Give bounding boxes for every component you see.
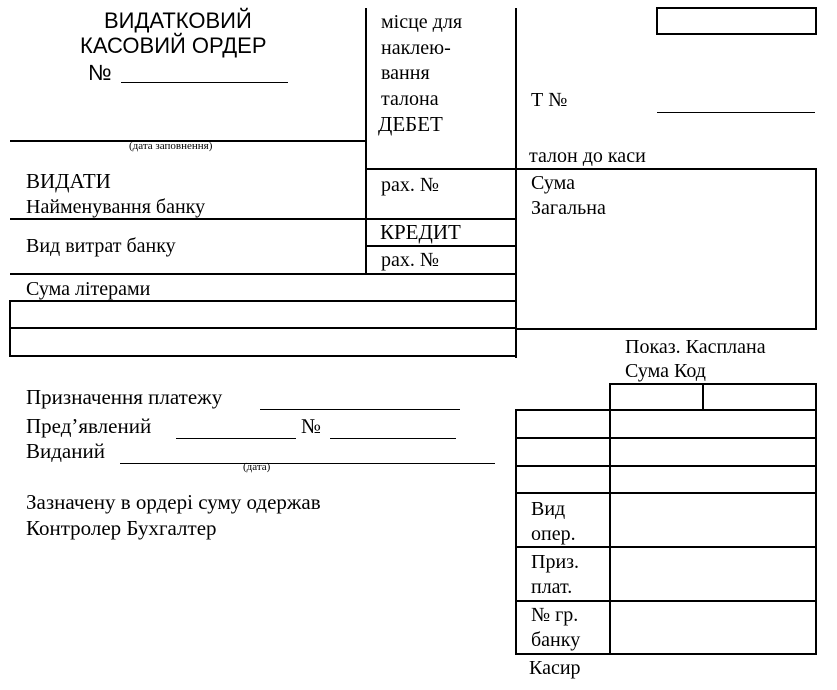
order-title-line1: ВИДАТКОВИЙ [104, 8, 252, 33]
debet-label: ДЕБЕТ [378, 112, 443, 136]
kasplan-mid-border [609, 383, 611, 655]
kasplan-line-top [609, 383, 817, 385]
kasplan-line-5 [515, 546, 817, 548]
received-statement: Зазначену в ордері суму одержав [26, 490, 321, 514]
sum-box-bottom [515, 328, 817, 330]
operation-type-label-2: опер. [531, 523, 576, 545]
sticker-place-text-4: талона [381, 88, 439, 110]
signatures-label: Контролер Бухгалтер [26, 516, 217, 540]
kasplan-header-line2: Сума Код [625, 360, 706, 382]
sticker-place-text-2: наклею- [381, 37, 451, 59]
kasplan-left-border [515, 409, 517, 655]
kasplan-line-3 [515, 465, 817, 467]
kredyt-label: КРЕДИТ [380, 220, 461, 244]
payment-purpose-code-label-1: Приз. [531, 551, 580, 573]
operation-type-label-1: Вид [531, 498, 566, 520]
total-label: Загальна [531, 197, 606, 219]
kasplan-line-2 [515, 437, 817, 439]
bank-group-label-2: банку [531, 629, 581, 651]
bank-name-label: Найменування банку [26, 196, 206, 218]
t-number-box[interactable] [656, 7, 817, 35]
payment-purpose-code-label-2: плат. [531, 576, 573, 598]
sum-label: Сума [531, 172, 575, 194]
expense-type-label: Вид витрат банку [26, 235, 176, 257]
presented-field[interactable] [176, 438, 296, 439]
kasplan-line-bottom [515, 653, 817, 655]
t-number-field[interactable] [657, 112, 815, 113]
presented-number-field[interactable] [330, 438, 456, 439]
vydaty-label: ВИДАТИ [26, 169, 111, 193]
kredyt-divider [365, 245, 515, 247]
kasplan-line-1 [515, 409, 817, 411]
debet-account-label: рах. № [381, 174, 439, 196]
kredyt-account-label: рах. № [381, 249, 439, 271]
order-number-field[interactable] [121, 82, 288, 83]
kasplan-line-4 [515, 492, 817, 494]
sticker-place-text-3: вання [381, 62, 430, 84]
bank-group-label-1: № гр. [531, 604, 579, 626]
order-title-line2: КАСОВИЙ ОРДЕР [80, 33, 267, 58]
kasplan-right-border [815, 383, 817, 655]
issued-field[interactable] [120, 463, 495, 464]
fill-date-note: (дата заповнення) [129, 140, 213, 152]
kasplan-line-6 [515, 600, 817, 602]
order-number-label: № [88, 60, 112, 85]
kasplan-sum-code-divider [702, 383, 704, 410]
payment-purpose-label: Призначення платежу [26, 385, 223, 409]
issued-date-note: (дата) [243, 461, 271, 473]
presented-number-sign: № [301, 414, 322, 438]
expense-type-line [10, 273, 517, 275]
payment-purpose-field[interactable] [260, 409, 460, 410]
bank-name-line [10, 218, 515, 220]
sticker-place-text-1: місце для [381, 11, 463, 33]
presented-label: Пред’явлений [26, 414, 152, 438]
coupon-label: талон до каси [529, 145, 646, 167]
t-number-label: Т № [531, 89, 568, 111]
issued-label: Виданий [26, 439, 105, 463]
sum-box-top [515, 168, 817, 170]
sum-box-right [815, 168, 817, 330]
cashier-label: Касир [529, 657, 581, 679]
kasplan-header-line1: Показ. Касплана [625, 336, 766, 358]
sticker-column-left-border [365, 8, 367, 273]
sum-in-words-label: Сума літерами [26, 278, 151, 300]
debet-divider [365, 168, 515, 170]
sum-in-words-divider [9, 327, 517, 329]
